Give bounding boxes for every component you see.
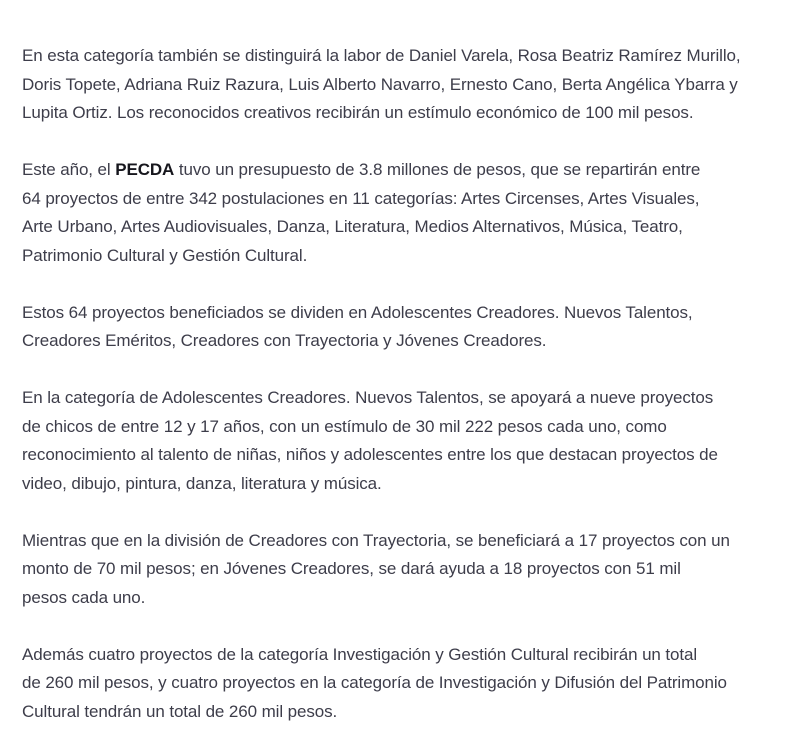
paragraph-honorees <box>22 42 792 128</box>
pecda-bold-term: PECDA <box>115 160 175 179</box>
paragraph-adolescents <box>22 384 792 498</box>
text-line: En esta categoría también se distinguirá la labor de Daniel Varela, Rosa Beatriz Ramírez Murillo, <box>22 46 741 65</box>
text-line: Arte Urbano, Artes Audiovisuales, Danza, Literatura, Medios Alternativos, Música, Teatro, <box>22 217 683 236</box>
text-line: de 260 mil pesos, y cuatro proyectos en la categoría de Investigación y Difusión del Patrimonio <box>22 673 727 692</box>
text-line: pesos cada uno. <box>22 587 146 607</box>
text-line: En la categoría de Adolescentes Creadores. Nuevos Talentos, se apoyará a nueve proyectos <box>22 388 714 407</box>
text-line: Patrimonio Cultural y Gestión Cultural. <box>22 245 308 265</box>
text-line: Además cuatro proyectos de la categoría Investigación y Gestión Cultural recibirán un total <box>22 644 698 664</box>
paragraph-research <box>22 641 792 727</box>
text-line <box>22 156 792 185</box>
text-line: Creadores Eméritos, Creadores con Trayectoria y Jóvenes Creadores. <box>22 331 547 350</box>
text-line: Lupita Ortiz. Los reconocidos creativos recibirán un estímulo económico de 100 mil pesos. <box>22 103 694 122</box>
paragraph-trajectory <box>22 527 792 613</box>
text-line: Estos 64 proyectos beneficiados se dividen en Adolescentes Creadores. Nuevos Talentos, <box>22 302 693 322</box>
text-line: Mientras que en la división de Creadores con Trayectoria, se beneficiará a 17 proyectos con un <box>22 530 730 550</box>
text-run: Este año, el <box>22 160 116 179</box>
article-body <box>22 42 792 755</box>
text-line: monto de 70 mil pesos; en Jóvenes Creadores, se dará ayuda a 18 proyectos con 51 mil <box>22 559 681 578</box>
text-line: video, dibujo, pintura, danza, literatura y música. <box>22 473 382 493</box>
text-run: tuvo un presupuesto de 3.8 millones de pesos, que se repartirán entre <box>174 160 701 179</box>
text-line: Doris Topete, Adriana Ruiz Razura, Luis Alberto Navarro, Ernesto Cano, Berta Angélica Ybarra y <box>22 74 738 94</box>
text-line: reconocimiento al talento de niñas, niños y adolescentes entre los que destacan proyectos de <box>22 445 718 464</box>
text-line: Cultural tendrán un total de 260 mil pesos. <box>22 701 338 721</box>
text-line: 64 proyectos de entre 342 postulaciones en 11 categorías: Artes Circenses, Artes Visuales, <box>22 188 700 208</box>
text-line: de chicos de entre 12 y 17 años, con un estímulo de 30 mil 222 pesos cada uno, como <box>22 416 667 436</box>
paragraph-divisions <box>22 299 792 356</box>
paragraph-budget <box>22 156 792 270</box>
